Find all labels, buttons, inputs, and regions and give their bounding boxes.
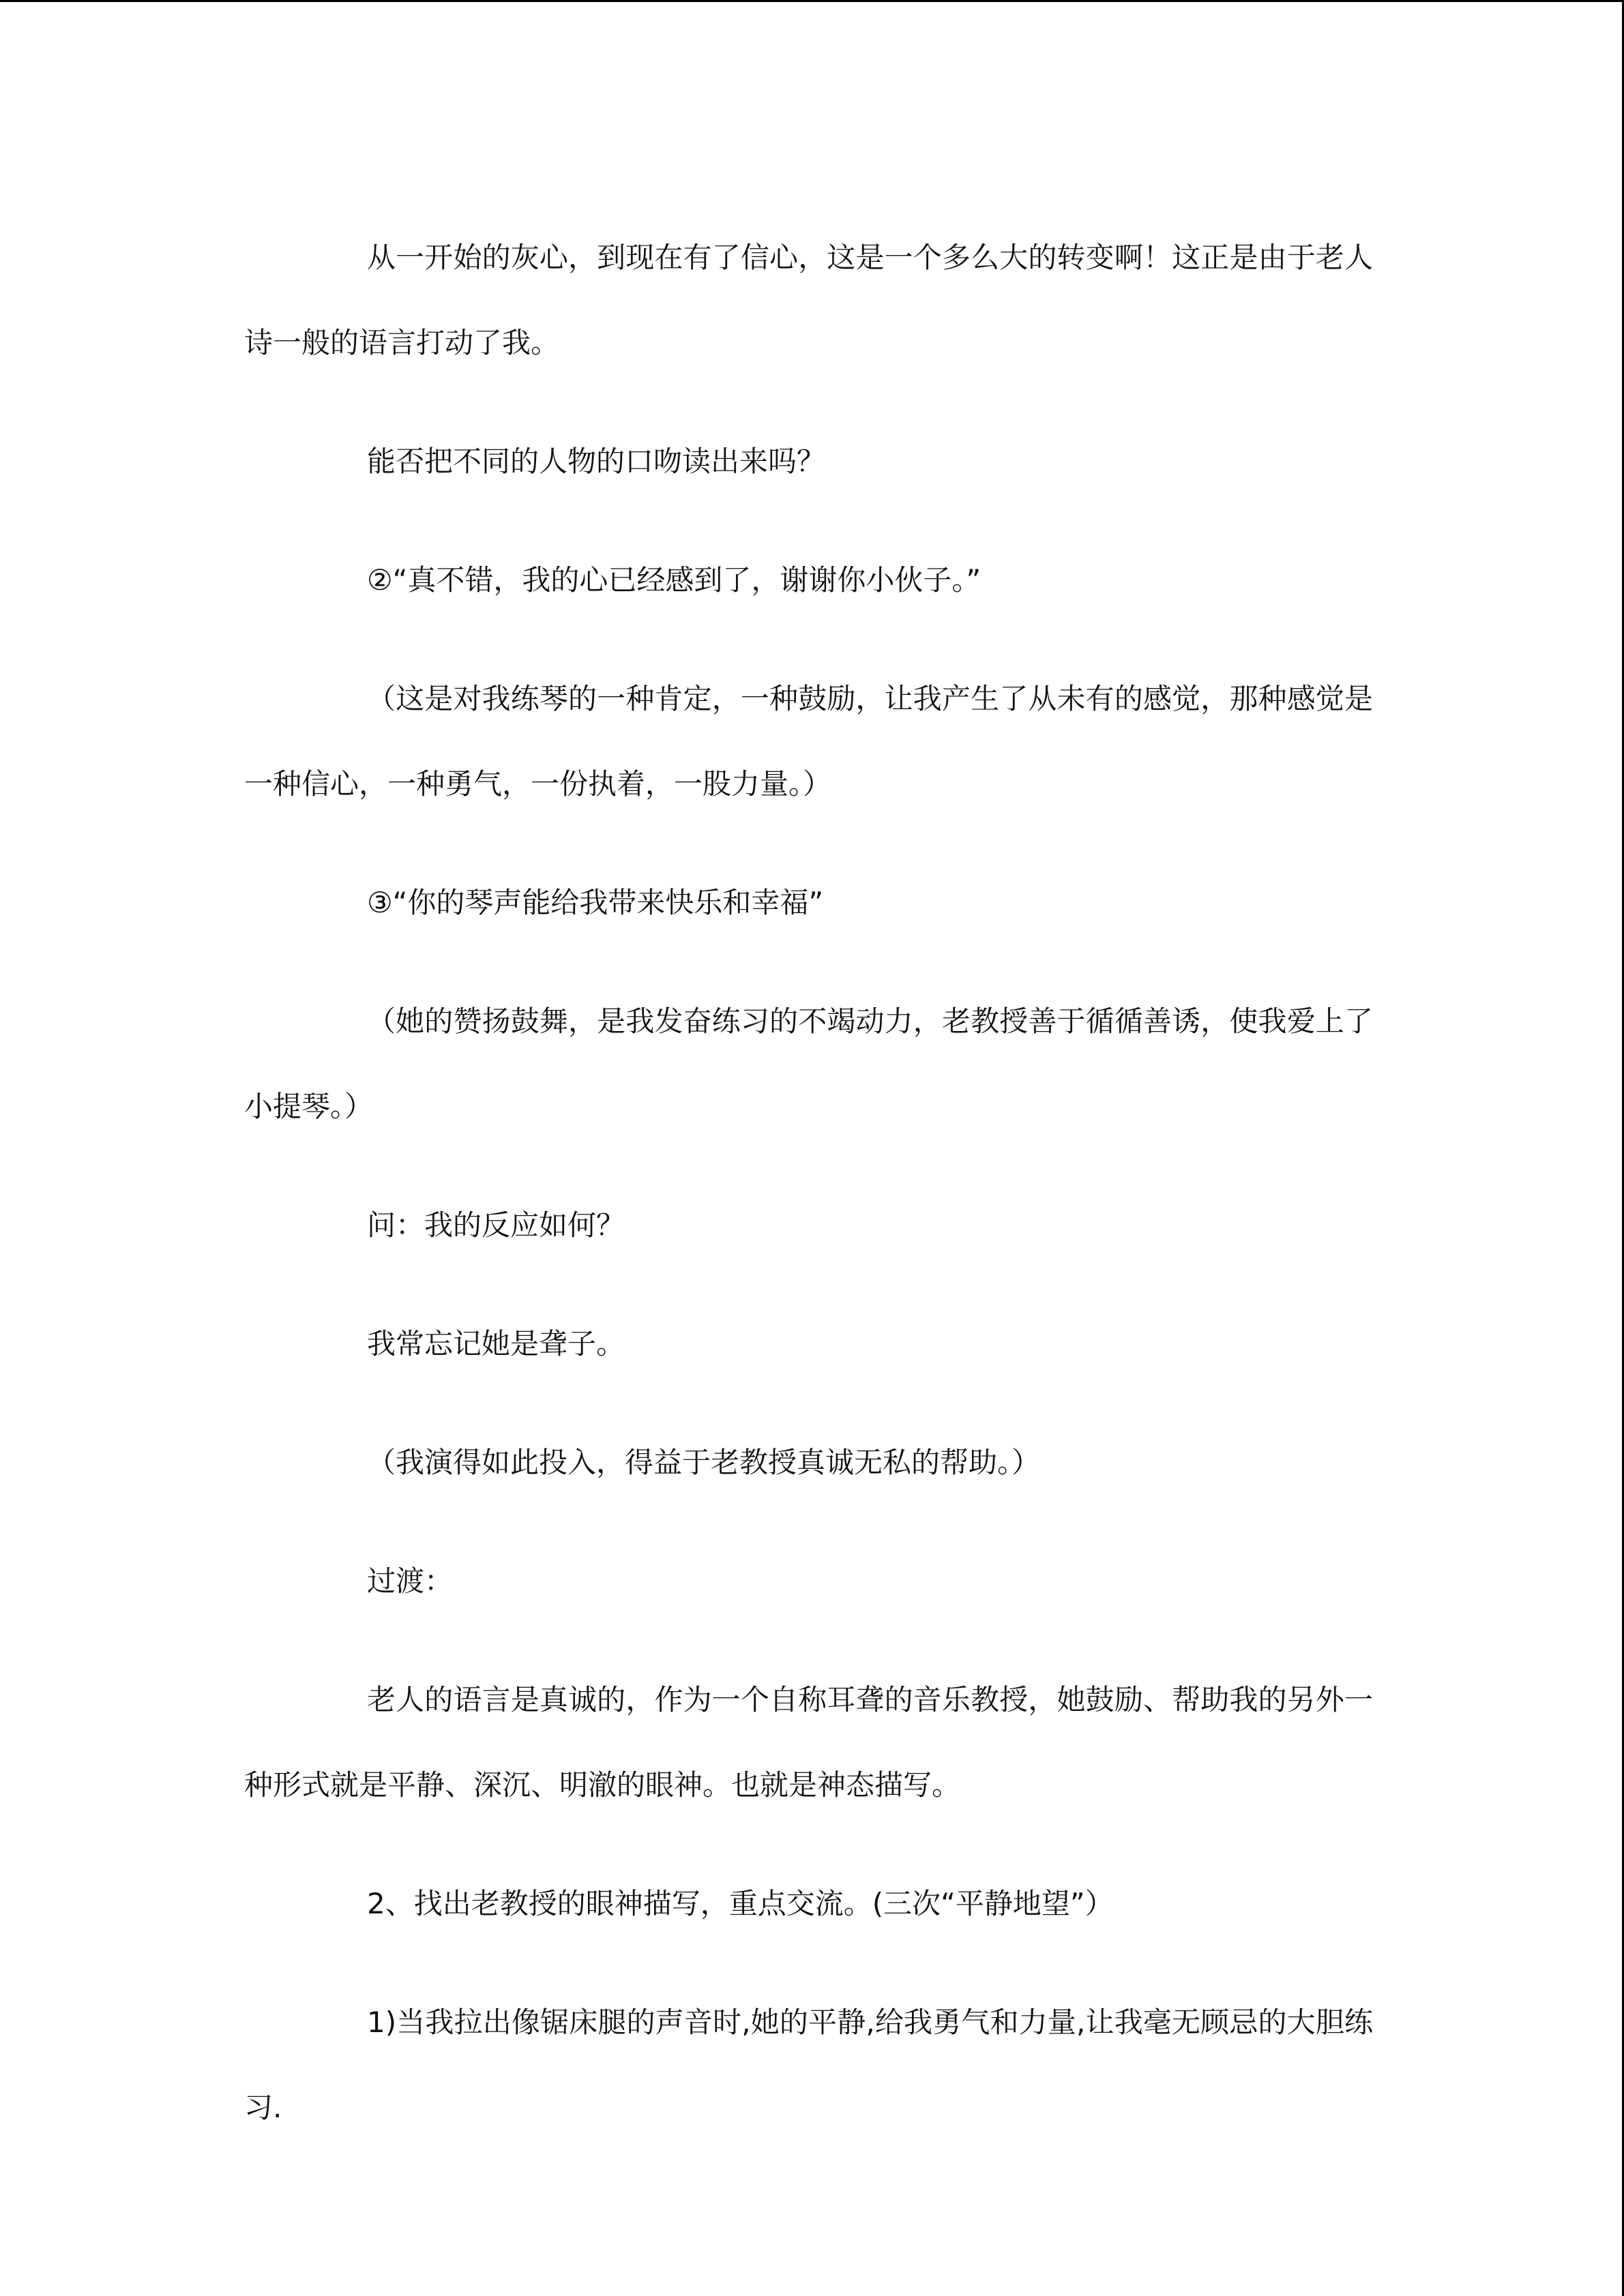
paragraph: （这是对我练琴的一种肯定，一种鼓励，让我产生了从未有的感觉，那种感觉是一种信心，一种勇气，一份执着，一股力量。） bbox=[244, 682, 1373, 801]
paragraph: 能否把不同的人物的口吻读出来吗？ bbox=[367, 445, 826, 478]
paragraph: 过渡： bbox=[367, 1564, 454, 1598]
paragraph: 1)当我拉出像锯床腿的声音时,她的平静,给我勇气和力量,让我毫无顾忌的大胆练习. bbox=[244, 2006, 1373, 2124]
paragraph: ②“真不错，我的心已经感到了，谢谢你小伙子。” bbox=[367, 563, 981, 597]
paragraph: 我常忘记她是聋子。 bbox=[367, 1327, 625, 1360]
paragraph: （她的赞扬鼓舞，是我发奋练习的不竭动力，老教授善于循循善诱，使我爱上了小提琴。） bbox=[244, 1004, 1373, 1123]
paragraph: 2、找出老教授的眼神描写，重点交流。(三次“平静地望”） bbox=[367, 1887, 1114, 1920]
paragraph: （我演得如此投入，得益于老教授真诚无私的帮助。） bbox=[367, 1446, 1041, 1479]
paragraph: ③“你的琴声能给我带来快乐和幸福” bbox=[367, 886, 824, 919]
paragraph: 从一开始的灰心，到现在有了信心，这是一个多么大的转变啊！这正是由于老人诗一般的语言打动了我。 bbox=[244, 241, 1373, 359]
paragraph: 老人的语言是真诚的，作为一个自称耳聋的音乐教授，她鼓励、帮助我的另外一种形式就是平静、深沉、明澈的眼神。也就是神态描写。 bbox=[244, 1683, 1373, 1802]
document-body bbox=[244, 215, 1373, 2150]
paragraph: 问：我的反应如何？ bbox=[367, 1208, 625, 1242]
